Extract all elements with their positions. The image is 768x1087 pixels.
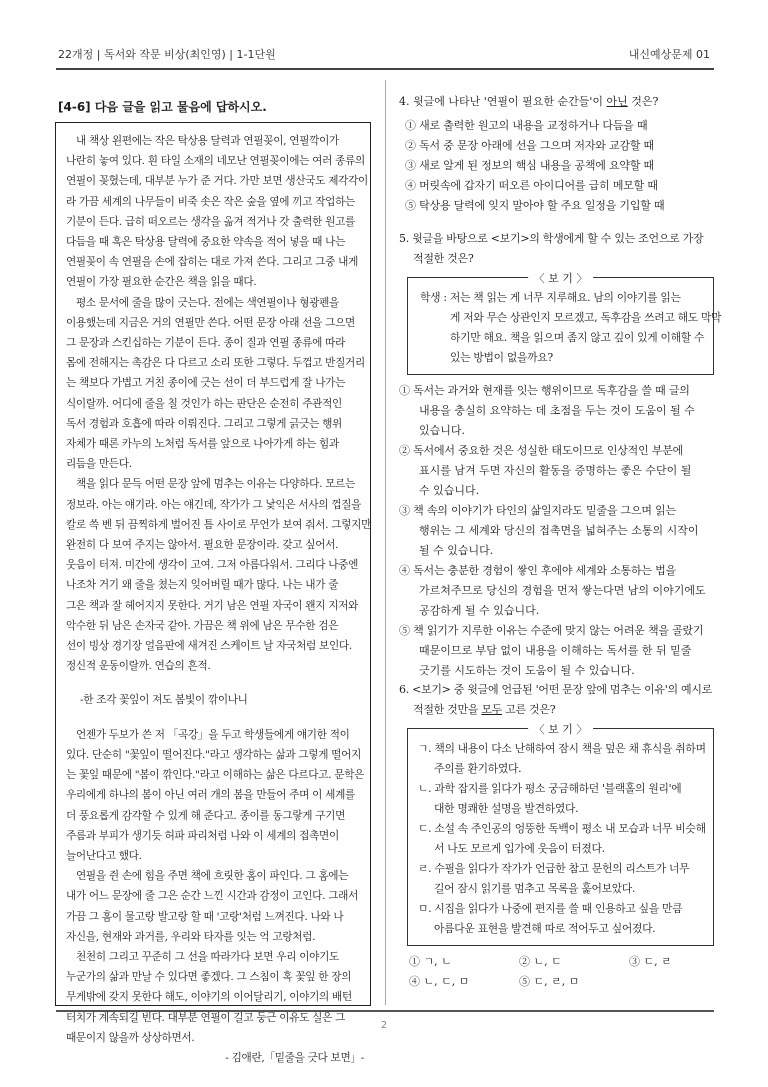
passage-line: 누군가의 삶과 만날 수 있다면 좋겠다. 그 스침이 혹 꽃잎 한 장의 (66, 971, 352, 984)
q5-bogi-box (407, 272, 722, 375)
passage-line: 독서 경험과 호흡에 따라 이뤄진다. 그리고 그렇게 긁긋는 행위 (66, 417, 342, 430)
bogi-item-line: 아름다운 표현을 발견해 따로 적어두고 싶어졌다. (434, 922, 656, 935)
question-6 (399, 680, 714, 992)
q5-option-4[interactable] (399, 561, 714, 621)
question-5 (399, 229, 722, 681)
passage-line: 내가 어느 문장에 줄 그은 순간 느낀 시간과 감정이 고인다. 그래서 (66, 890, 359, 903)
q6-option-3[interactable]: ③ ㄷ, ㄹ (629, 955, 672, 968)
passage-line: 몸에 전해지는 촉감은 다 다르고 소리 또한 그렇다. 두껍고 반질거리 (66, 357, 365, 370)
passage-line: 리듬을 만든다. (66, 458, 132, 471)
passage-line: 기분이 든다. 급히 떠오르는 생각을 옮겨 적거나 갓 출력한 원고를 (66, 215, 355, 228)
passage-line: 자신을, 현재와 과거를, 우리와 타자를 잇는 억 고랑처럼. (66, 930, 316, 943)
q5-option-1[interactable] (399, 381, 714, 441)
passage-line: 때문이지 않을까 상상하면서. (66, 1031, 195, 1044)
page-number: 2 (380, 1020, 388, 1031)
passage-line: 있다. 단순히 "꽃잎이 떨어진다."라고 생각하는 삶과 그렇게 떨어지 (66, 748, 362, 761)
option-line: 행위는 그 세계와 당신의 접촉면을 넓혀주는 소통의 시작이 (419, 524, 699, 537)
passage-line: 칼로 쓱 벤 뒤 끔찍하게 벌어진 틈 사이로 무언가 보여 줘서. 그렇지만 (66, 518, 372, 531)
option-line: 공감하게 될 수 있습니다. (419, 604, 540, 617)
bogi-item-2: ㄴ. 과학 잡지를 읽다가 평소 궁금해하던 '블랙홀의 원리'에 (418, 782, 682, 795)
passage-line: 늘어난다고 했다. (66, 849, 142, 862)
passage-line: 가끔 그 홈이 물고랑 발고랑 할 때 '고랑'처럼 느껴진다. 나와 나 (66, 910, 344, 923)
passage-line: 정신적 운동이랄까. 연습의 흔적. (66, 660, 211, 673)
question-4-stem (399, 92, 714, 112)
q6-option-4[interactable]: ④ ㄴ, ㄷ, ㅁ (409, 975, 470, 988)
bogi-item-5: ㅁ. 시집을 읽다가 나중에 편지를 쓸 때 인용하고 싶을 만큼 (418, 902, 683, 915)
option-line: ② 독서에서 중요한 것은 성실한 태도이므로 인상적인 부분에 (399, 444, 684, 457)
option-line: 있습니다. (419, 424, 466, 437)
quote-line: -한 조각 꽃잎이 져도 봄빛이 깎이나니 (80, 694, 248, 707)
q5-option-3[interactable] (399, 501, 714, 561)
passage-line: 그 문장과 스킨십하는 기분이 든다. 종이 질과 연필 종류에 따라 (66, 337, 346, 350)
option-line: 때문이므로 부담 없이 내용을 이해하는 독서를 한 뒤 밑줄 (419, 644, 692, 657)
passage-line: 터치가 계속되길 빈다. 대부분 연필이 길고 둥근 이유도 실은 그 (66, 1011, 346, 1024)
stem-text: 고른 것은? (502, 703, 556, 716)
bogi-item-1: ㄱ. 책의 내용이 다소 난해하여 잠시 책을 덮은 채 휴식을 취하며 (418, 742, 706, 755)
passage-line: 책을 읽다 문득 어떤 문장 앞에 멈추는 이유는 다양하다. 모르는 (76, 478, 356, 491)
question-5-stem-line-1: 5. 윗글을 바탕으로 <보기>의 학생에게 할 수 있는 조언으로 가장 (399, 232, 704, 245)
question-6-stem-line-2 (399, 700, 714, 720)
q6-choices (399, 952, 714, 992)
passage-line: 는 꽃잎 때문에 "봄이 깎인다."라고 이해하는 삶은 다르다고. 문학은 (66, 769, 365, 782)
spacer (66, 711, 364, 725)
header-divider (56, 68, 714, 70)
bogi-item-4: ㄹ. 수필을 읽다가 작가가 언급한 참고 문헌의 리스트가 너무 (418, 862, 690, 875)
bogi-line: 게 저와 무슨 상관인지 모르겠고, 독후감을 쓰려고 해도 막막 (450, 311, 722, 324)
stem-underline: 모두 (481, 703, 503, 716)
passage-paragraph-4 (66, 725, 364, 866)
passage-line: 완전히 다 보여 주지는 않아서. 필요한 문장이라. 갖고 싶어서. (66, 539, 339, 552)
option-line: 표시를 남겨 두면 자신의 활동을 증명하는 좋은 수단이 될 (419, 464, 692, 477)
passage-line: 정보라. 아는 얘기라. 아는 얘긴데, 작가가 그 낯익은 서사의 껍질을 (66, 498, 362, 511)
q4-option-2[interactable]: ② 독서 중 문장 아래에 선을 그으며 저자와 교감할 때 (405, 139, 654, 152)
q4-option-3[interactable]: ③ 새로 알게 된 정보의 핵심 내용을 공책에 요약할 때 (405, 159, 654, 172)
passage-line: 다듬을 때 혹은 탁상용 달력에 중요한 약속을 적어 넣을 때 나는 (66, 236, 346, 249)
spacer (66, 676, 364, 690)
passage-line: 주름과 부피가 생기듯 허파 파리처럼 나와 이 세계의 접촉면이 (66, 829, 339, 842)
stem-text: 4. 윗글에 나타난 '연필이 필요한 순간들'이 (399, 95, 607, 108)
passage-line: 그은 책과 잘 헤어지지 못한다. 거기 남은 연필 자국이 왠지 지저와 (66, 599, 359, 612)
source-citation: - 김애란,「밑줄을 긋다 보면」- (225, 1051, 364, 1064)
stem-text: 것은? (627, 95, 659, 108)
q6-option-2[interactable]: ② ㄴ, ㄷ (519, 955, 562, 968)
option-line: ① 독서는 과거와 현재를 잇는 행위이므로 독후감을 쓸 때 글의 (399, 384, 690, 397)
q6-option-5[interactable]: ⑤ ㄷ, ㄹ, ㅁ (519, 975, 580, 988)
reading-passage (55, 122, 372, 1064)
option-line: 될 수 있습니다. (419, 544, 494, 557)
option-line: 가르쳐주므로 당신의 경험을 먼저 쌓는다면 남의 이야기에도 (419, 584, 706, 597)
passage-line: 이용했는데 지금은 거의 연필만 쓴다. 어떤 문장 아래 선을 그으면 (66, 316, 355, 329)
bogi-item-line: 대한 명쾌한 설명을 발견하였다. (434, 802, 579, 815)
passage-line: 자체가 때론 카누의 노처럼 독서를 앞으로 나아가게 하는 힘과 (66, 438, 339, 451)
bogi-line: 학생 : 저는 책 읽는 게 너무 지루해요. 남의 이야기를 읽는 (420, 291, 681, 304)
passage-line: 평소 문서에 줄을 많이 긋는다. 전에는 색연필이나 형광펜을 (76, 296, 339, 309)
passage-line: 우리에게 하나의 봄이 아닌 여러 개의 봄을 만들어 주며 이 세계를 (66, 789, 355, 802)
passage-source (66, 1048, 364, 1068)
passage-line: 연필이 꽂혔는데, 대부분 누가 준 거다. 가만 보면 생산국도 제각각이 (66, 175, 368, 188)
q5-option-2[interactable] (399, 441, 714, 501)
bogi-item-line: 길어 잠시 읽기를 멈추고 목록을 훑어보았다. (434, 882, 636, 895)
q6-option-1[interactable]: ① ㄱ, ㄴ (409, 955, 452, 968)
passage-line: 내 책상 왼편에는 작은 탁상용 달력과 연필꽂이, 연필깍이가 (76, 135, 339, 147)
q5-option-5[interactable] (399, 621, 714, 681)
header-course-info: 22개정 | 독서와 작문 비상(최인영) | 1-1단원 (58, 48, 276, 61)
passage-line: 천천히 그리고 꾸준히 그 선을 따라가다 보면 우리 이야기도 (76, 950, 339, 963)
bogi-title: 〈 보 기 〉 (528, 720, 594, 740)
question-4 (399, 92, 714, 216)
bogi-title: 〈 보 기 〉 (528, 269, 594, 289)
header-exam-title: 내신예상문제 01 (628, 48, 710, 61)
bogi-line: 있는 방법이 없을까요? (450, 351, 553, 364)
page-header (56, 36, 712, 61)
option-line: ④ 독서는 충분한 경험이 쌓인 후에야 세계와 소통하는 법을 (399, 564, 676, 577)
bogi-line: 하기만 해요. 책을 읽으며 좀지 않고 깊이 있게 이해할 수 (450, 331, 705, 344)
passage-line: 연필꽂이 속 연필을 손에 잡히는 대로 가져 쓴다. 그리고 그중 내게 (66, 256, 359, 269)
option-line: ⑤ 책 읽기가 지루한 이유는 수준에 맞지 않는 어려운 책을 골랐기 (399, 624, 704, 637)
q4-option-4[interactable]: ④ 머릿속에 갑자기 떠오른 아이디어를 급히 메모할 때 (405, 179, 658, 192)
passage-paragraph-1 (66, 131, 368, 293)
option-line: ③ 책 속의 이야기가 타인의 삶일지라도 밑줄을 그으며 읽는 (399, 504, 676, 517)
bogi-item-3: ㄷ. 소설 속 주인공의 엉뚱한 독백이 평소 내 모습과 너무 비슷해 (418, 822, 706, 835)
passage-line: 식이랄까. 어디에 줄을 칠 것인가 하는 판단은 순전히 주관적인 (66, 397, 342, 410)
option-line: 내용을 충실히 요약하는 데 초점을 두는 것이 도움이 될 수 (419, 404, 695, 417)
passage-line: 연필을 쥔 손에 힘을 주면 책에 흐릿한 홈이 파인다. 그 홈에는 (76, 870, 349, 883)
q4-option-1[interactable]: ① 새로 출력한 원고의 내용을 교정하거나 다듬을 때 (405, 119, 648, 132)
passage-line: 연필이 가장 필요한 순간은 책을 읽을 때다. (66, 276, 257, 289)
stem-underline: 아닌 (606, 95, 628, 108)
passage-line: 무게밖에 갖지 못한다 해도, 이야기의 이어달리기, 이야기의 배턴 (66, 991, 352, 1004)
passage-line: 나란히 놓여 있다. 흰 타일 소재의 네모난 연필꽂이에는 여러 종류의 (66, 155, 365, 168)
passage-quote (66, 690, 364, 710)
option-line: 긋기를 시도하는 것이 도움이 될 수 있습니다. (419, 664, 635, 677)
passage-paragraph-2 (66, 293, 364, 475)
q4-option-5[interactable]: ⑤ 탁상용 달력에 잊지 말아야 할 주요 일정을 기입할 때 (405, 199, 665, 212)
question-instruction: [4-6] 다음 글을 읽고 물음에 답하시오. (58, 100, 267, 114)
footer-divider (56, 1010, 714, 1012)
passage-paragraph-3 (66, 474, 372, 676)
passage-line: 선이 빙상 경기장 얼음판에 새겨진 스케이트 날 자국처럼 보인다. (66, 640, 352, 653)
bogi-item-line: 서 나도 모르게 입가에 웃음이 터졌다. (434, 842, 605, 855)
bogi-item-line: 주의를 환기하였다. (434, 762, 522, 775)
passage-line: 악수한 뒤 남은 손자국 같아. 가끔은 책 위에 남은 무수한 검은 (66, 619, 339, 632)
passage-line: 는 책보다 가볍고 거친 종이에 긋는 선이 더 부드럽게 잘 나가는 (66, 377, 346, 390)
passage-line: 나조차 거기 왜 줄을 쳤는지 잊어버릴 때가 많다. 나는 내가 줄 (66, 579, 339, 592)
q6-bogi-box (407, 723, 714, 946)
passage-line: 언젠가 두보가 쓴 저 「곡강」을 두고 학생들에게 얘기한 적이 (76, 728, 350, 741)
question-6-stem-line-1: 6. <보기> 중 윗글에 언급된 '어떤 문장 앞에 멈추는 이유'의 예시로 (399, 683, 712, 696)
stem-text: 적절한 것만을 (413, 703, 482, 716)
option-line: 수 있습니다. (419, 484, 480, 497)
passage-line: 더 풍요롭게 감각할 수 있게 해 준다고. 종이를 동그랗게 구기면 (66, 809, 346, 822)
column-divider (385, 80, 386, 1005)
passage-line: 라 가끔 세계의 나무들이 비죽 솟은 작은 숲을 옆에 끼고 작업하는 (66, 195, 355, 208)
passage-line: 웃음이 터져. 미간에 생각이 고여. 그저 아름다워서. 그리다 나중엔 (66, 559, 359, 572)
question-5-stem-line-2: 적절한 것은? (413, 252, 474, 265)
